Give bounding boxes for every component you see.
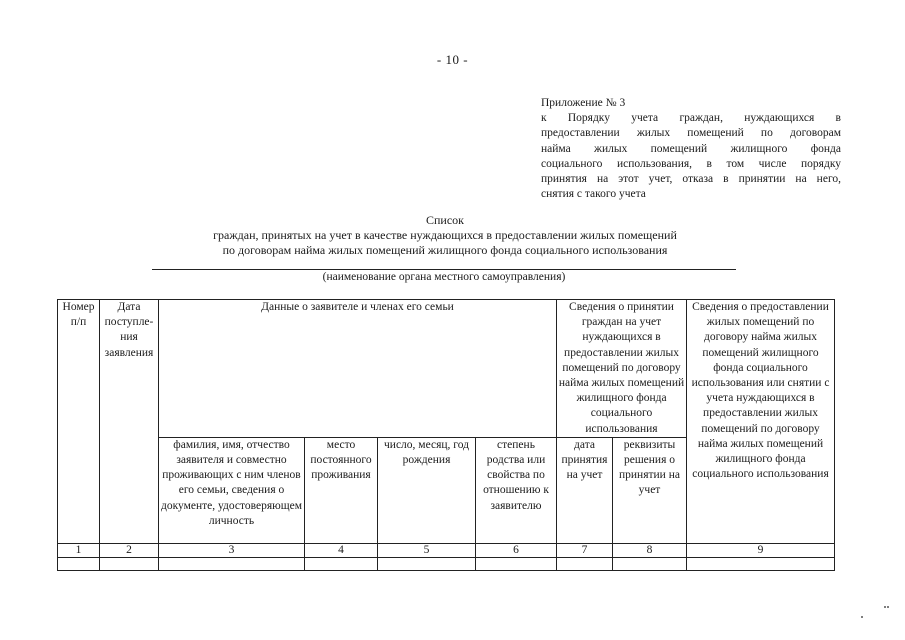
title-line: по договорам найма жилых помещений жилищного фонда социального использования xyxy=(222,243,668,257)
subheader-birth-date: число, месяц, год рождения xyxy=(378,437,476,543)
subheader-registration-date: дата принятия на учет xyxy=(557,437,613,543)
column-number-cell: 3 xyxy=(159,543,305,557)
subheader-relation: степень родства или свойства по отношению к заявителю xyxy=(476,437,557,543)
header-registration-info: Сведения о принятии граждан на учет нуждающихся в предоставлении жилых помещений по договору найма жилых помещений жилищного фонда социального использования xyxy=(557,300,687,438)
scan-speck xyxy=(887,606,889,608)
empty-cell xyxy=(687,557,835,570)
title-heading: Список xyxy=(425,213,464,227)
column-number-cell: 7 xyxy=(557,543,613,557)
column-number-cell: 5 xyxy=(378,543,476,557)
column-number-cell: 6 xyxy=(476,543,557,557)
column-number-cell: 2 xyxy=(100,543,159,557)
header-provision-info: Сведения о предоставлении жилых помещений по договору найма жилых помещений жилищного фонда социального использования или снятии с учета нуждающихся в предоставлении жилых помещений по договору найма жилых помещений жилищного фонда социального использования xyxy=(687,300,835,544)
empty-cell xyxy=(305,557,378,570)
subheader-decision-details: реквизиты решения о принятии на учет xyxy=(613,437,687,543)
empty-cell xyxy=(378,557,476,570)
header-number: Номер п/п xyxy=(58,300,100,544)
appendix-line: найма жилых помещений жилищного фонда xyxy=(541,142,841,155)
register-table xyxy=(57,299,835,571)
empty-cell xyxy=(159,557,305,570)
appendix-line: социального использования, в том числе порядку xyxy=(541,157,841,170)
column-number-cell: 9 xyxy=(687,543,835,557)
page-number: - 10 - xyxy=(436,52,469,67)
subheader-full-name: фамилия, имя, отчество заявителя и совместно проживающих с ним членов его семьи, сведения о документе, удостоверяющем личность xyxy=(159,437,305,543)
appendix-line: к Порядку учета граждан, нуждающихся в xyxy=(541,112,841,125)
empty-cell xyxy=(476,557,557,570)
appendix-line: снятия с такого учета xyxy=(541,188,646,201)
document-title xyxy=(150,213,740,258)
header-date: Дата поступле-ния заявления xyxy=(100,300,159,544)
scan-speck xyxy=(861,616,863,618)
appendix-line: предоставлении жилых помещений по договорам xyxy=(541,127,841,140)
scan-speck xyxy=(884,606,886,608)
header-applicant-data: Данные о заявителе и членах его семьи xyxy=(159,300,557,438)
subheader-residence: место постоянного проживания xyxy=(305,437,378,543)
empty-cell xyxy=(58,557,100,570)
empty-cell xyxy=(557,557,613,570)
empty-cell xyxy=(613,557,687,570)
appendix-note xyxy=(541,96,841,202)
title-line: граждан, принятых на учет в качестве нуждающихся в предоставлении жилых помещений xyxy=(213,228,677,242)
empty-cell xyxy=(100,557,159,570)
org-name-underline xyxy=(152,269,736,270)
appendix-line: принятия на этот учет, отказа в принятии на него, xyxy=(541,173,841,186)
column-number-cell: 1 xyxy=(58,543,100,557)
column-number-cell: 4 xyxy=(305,543,378,557)
appendix-line: Приложение № 3 xyxy=(541,97,626,109)
column-number-cell: 8 xyxy=(613,543,687,557)
org-name-caption: (наименование органа местного самоуправления) xyxy=(322,271,566,283)
